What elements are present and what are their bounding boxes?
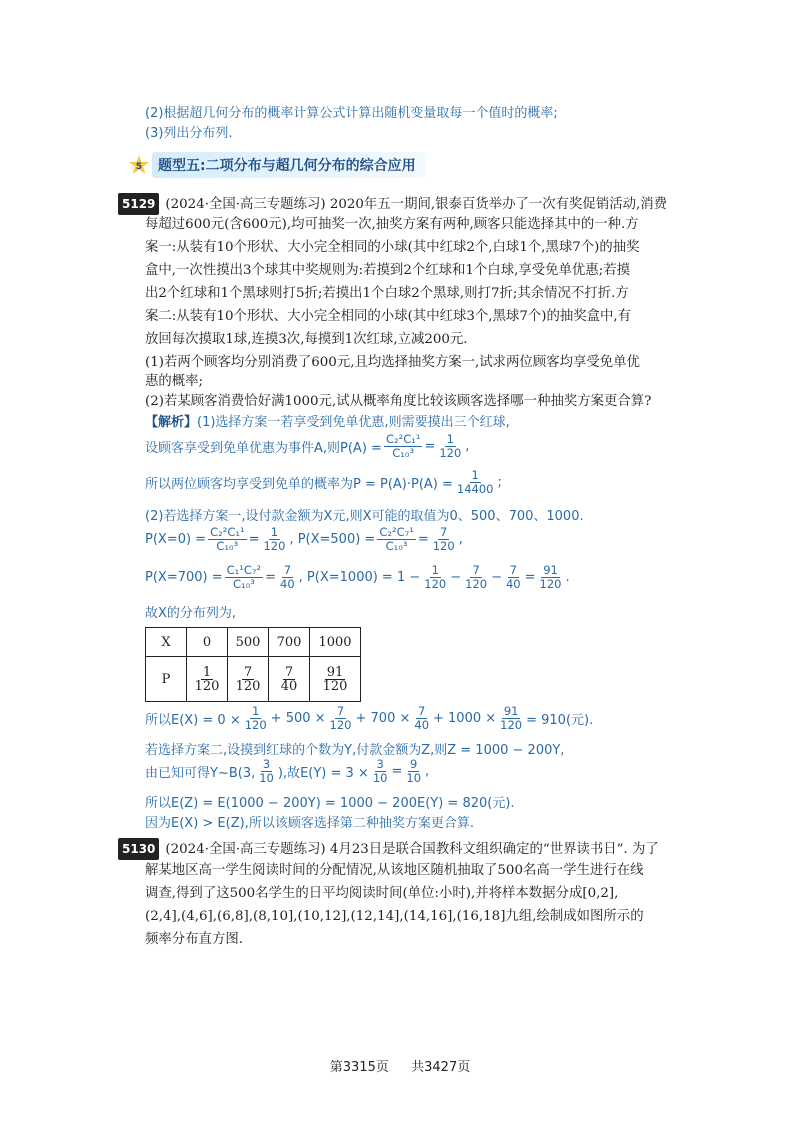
- solution-line-9: 若选择方案二,设摸到红球的个数为Y,付款金额为Z,则Z = 1000 − 200Y,: [145, 743, 565, 758]
- solution-line-2: 设顾客享受到免单优惠为事件A,则P(A) = $\frac{\text{C₂²C₁¹}}{\text{C₁₀³}}$ = $\frac{1}{120}$ ,: [145, 432, 470, 460]
- solution-line-6: P(X=700) = $\frac{\text{C₁¹C₇²}}{\text{C₁₀³}}$ = $\frac{7}{40}$ , P(X=1000) = 1 − $\frac{1}{120}$ − $\frac{7}{120}$ − $\frac{7}{40}$ = $\frac{91}{120}$ .: [145, 563, 570, 591]
- table-cell: $\frac{7}{40}$: [269, 657, 310, 702]
- section-title: [128, 152, 426, 178]
- problem-5129-line-8: (1)若两个顾客均分别消费了600元,且均选择抽奖方案一,试求两位顾客均享受免单优: [145, 355, 640, 370]
- problem-number-badge: 5129: [118, 193, 159, 215]
- page-total: 共3427页: [411, 1060, 471, 1075]
- table-cell: $\frac{7}{120}$: [228, 657, 269, 702]
- solution-line-8: 所以E(X) = 0 × $\frac{1}{120}$ + 500 × $\frac{7}{120}$ + 700 × $\frac{7}{40}$ + 1000 × $\frac{91}{120}$ = 910(元).: [145, 704, 594, 732]
- table-header-cell: 500: [228, 628, 269, 657]
- intro-step-2: (2)根据超几何分布的概率计算公式计算出随机变量取每一个值时的概率;: [145, 106, 558, 121]
- distribution-table: [145, 627, 361, 702]
- section-title-text: 题型五:二项分布与超几何分布的综合应用: [152, 152, 426, 178]
- table-cell: $\frac{1}{120}$: [187, 657, 228, 702]
- problem-5130-line-3: 调查,得到了这500名学生的日平均阅读时间(单位:小时),并将样本数据分成[0,2],: [145, 886, 619, 901]
- solution-line-1: 【解析】 (1)选择方案一若享受到免单优惠,则需要摸出三个红球,: [145, 415, 510, 430]
- problem-5129-line-10: (2)若某顾客消费恰好满1000元,试从概率角度比较该顾客选择哪一种抽奖方案更合算?: [145, 394, 652, 409]
- problem-5129-line-9: 惠的概率;: [145, 374, 204, 389]
- table-cell: P: [146, 657, 187, 702]
- problem-number-badge: 5130: [118, 838, 159, 860]
- solution-line-4: (2)若选择方案一,设付款金额为X元,则X可能的取值为0、500、700、1000.: [145, 509, 584, 524]
- table-header-cell: 0: [187, 628, 228, 657]
- table-header-cell: X: [146, 628, 187, 657]
- problem-5130-line-5: 频率分布直方图.: [145, 932, 243, 947]
- svg-text:5: 5: [135, 162, 143, 172]
- table-row: [146, 628, 361, 657]
- star-icon: [128, 154, 150, 176]
- problem-5129-line-5: 出2个红球和1个黑球则打5折;若摸出1个白球2个黑球,则打7折;其余情况不打折.方: [145, 286, 629, 301]
- page-footer: [0, 1056, 800, 1075]
- table-header-cell: 1000: [310, 628, 361, 657]
- problem-5129-line-2: 每超过600元(含600元),均可抽奖一次,抽奖方案有两种,顾客只能选择其中的一种.方: [145, 217, 639, 232]
- problem-5130-line-1: 5130 (2024·全国·高三专题练习) 4月23日是联合国教科文组织确定的“世界读书日”. 为了: [118, 838, 659, 860]
- solution-line-7: 故X的分布列为,: [145, 606, 237, 621]
- table-cell: $\frac{91}{120}$: [310, 657, 361, 702]
- page-number: 第3315页: [329, 1060, 389, 1075]
- problem-5130-line-4: (2,4],(4,6],(6,8],(8,10],(10,12],(12,14],(14,16],(16,18]九组,绘制成如图所示的: [145, 909, 644, 924]
- table-row: [146, 657, 361, 702]
- solution-line-5: P(X=0) = $\frac{\text{C₂²C₁¹}}{\text{C₁₀³}}$ = $\frac{1}{120}$ , P(X=500) = $\frac{\text{C₂²C₇¹}}{\text{C₁₀³}}$ = $\frac{7}{120}$ ,: [145, 525, 463, 553]
- solution-line-11: 所以E(Z) = E(1000 − 200Y) = 1000 − 200E(Y) = 820(元).: [145, 796, 515, 811]
- problem-5129-line-1: 5129 (2024·全国·高三专题练习) 2020年五一期间,银泰百货举办了一次有奖促销活动,消费: [118, 193, 667, 215]
- solution-line-10: 由已知可得Y~B(3, $\frac{3}{10}$ ),故E(Y) = 3 × $\frac{3}{10}$ = $\frac{9}{10}$ ,: [145, 757, 430, 785]
- solution-line-12: 因为E(X) > E(Z),所以该顾客选择第二种抽奖方案更合算.: [145, 816, 474, 831]
- problem-5130-line-2: 解某地区高一学生阅读时间的分配情况,从该地区随机抽取了500名高一学生进行在线: [145, 863, 644, 878]
- intro-step-3: (3)列出分布列.: [145, 126, 233, 141]
- problem-5129-line-4: 盒中,一次性摸出3个球其中奖规则为:若摸到2个红球和1个白球,享受免单优惠;若摸: [145, 263, 630, 278]
- problem-5129-line-7: 放回每次摸取1球,连摸3次,每摸到1次红球,立减200元.: [145, 332, 468, 347]
- table-header-cell: 700: [269, 628, 310, 657]
- problem-5129-line-3: 案一:从装有10个形状、大小完全相同的小球(其中红球2个,白球1个,黑球7个)的抽奖: [145, 240, 640, 255]
- problem-5129-line-6: 案二:从装有10个形状、大小完全相同的小球(其中红球3个,黑球7个)的抽奖盒中,有: [145, 309, 632, 324]
- solution-line-3: 所以两位顾客均享受到免单的概率为P = P(A)·P(A) = $\frac{1}{14400}$ ;: [145, 468, 502, 496]
